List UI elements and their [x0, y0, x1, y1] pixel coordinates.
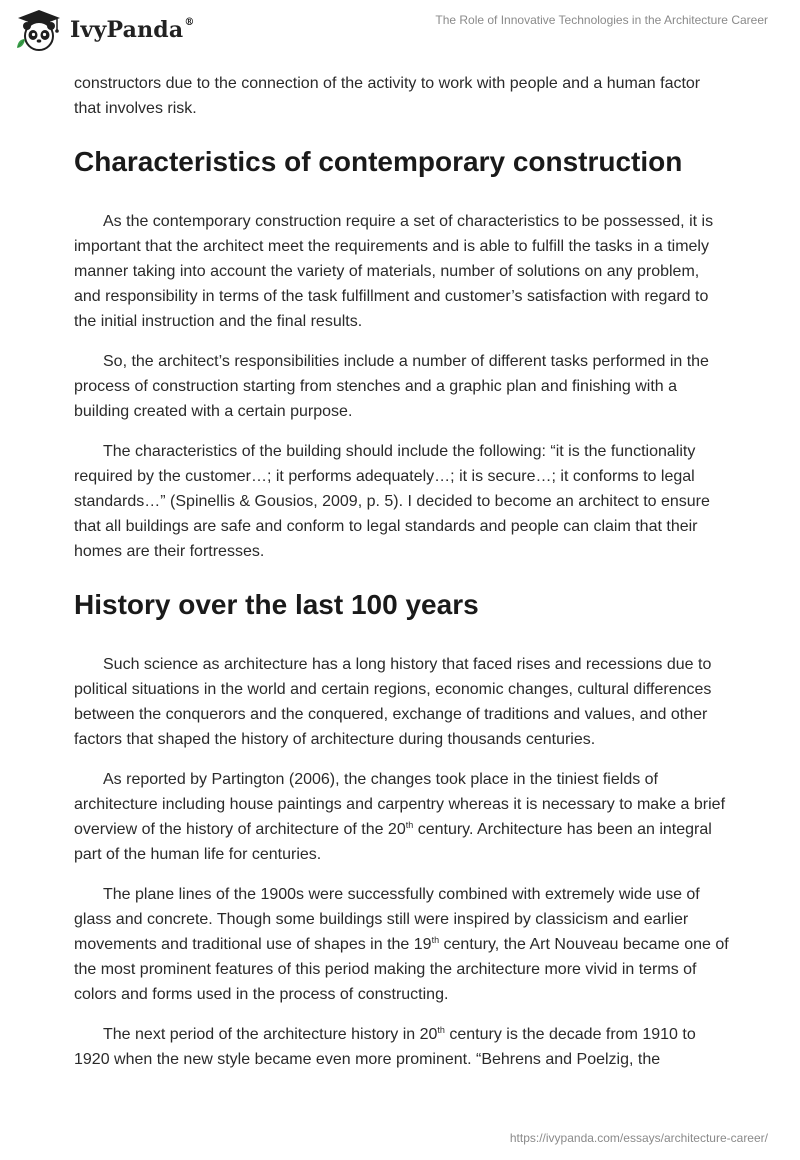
- superscript: th: [431, 935, 440, 945]
- superscript: th: [405, 820, 414, 830]
- paragraph: As the contemporary construction require a set of characteristics to be possessed, it is important that the architect meet the requirements and is able to fulfill the tasks in a timely manner taking into account the variety of materials, number of solutions on any problem, and responsibility in terms of the task fulfillment and customer’s satisfaction with regard to the initial instruction and the final results.: [74, 213, 714, 330]
- page-header: [0, 0, 800, 64]
- panda-mascot-icon: [14, 8, 64, 52]
- paragraph: The next period of the architecture history in 20th century is the decade from 1910 to 1920 when the new style became even more prominent. “Behrens and Poelzig, the: [74, 1025, 696, 1068]
- ivypanda-logo[interactable]: [14, 8, 195, 52]
- paragraph: So, the architect’s responsibilities include a number of different tasks performed in the process of construction starting from stenches and a graphic plan and finishing with a building created with a certain purpose.: [74, 353, 709, 420]
- document-title: The Role of Innovative Technologies in the Architecture Career: [435, 13, 768, 27]
- paragraph: constructors due to the connection of the activity to work with people and a human factor that involves risk.: [74, 75, 701, 117]
- paragraph: Such science as architecture has a long history that faced rises and recessions due to political situations in the world and certain regions, economic changes, cultural differences between the conquerors and the conquered, exchange of traditions and values, and other factors that shaped the history of architecture during thousands centuries.: [74, 656, 712, 748]
- essay-body: [74, 71, 730, 1087]
- registered-mark: ®: [184, 17, 195, 28]
- paragraph: As reported by Partington (2006), the changes took place in the tiniest fields of architecture including house paintings and carpentry whereas it is necessary to make a brief overview of the history of architecture of the 20th century. Architecture has been an integral part of the human life for centuries.: [74, 771, 726, 863]
- paragraph: The characteristics of the building should include the following: “it is the functionality required by the customer…; it performs adequately…; it is secure…; it conforms to legal standards…” (Spinellis & Gousios, 2009, p. 5). I decided to become an architect to ensure that all buildings are safe and conform to legal standards and people can claim that their homes are their fortresses.: [74, 443, 710, 560]
- brand-name: IvyPanda®: [70, 17, 195, 43]
- paragraph: The plane lines of the 1900s were successfully combined with extremely wide use of glass and concrete. Though some buildings still were inspired by classicism and earlier movements and traditional use of shapes in the 19th century, the Art Nouveau became one of the most prominent features of this period making the architecture more vivid in terms of colors and forms used in the process of constructing.: [74, 886, 729, 1003]
- section-heading: Characteristics of contemporary construction: [74, 146, 683, 177]
- source-url[interactable]: https://ivypanda.com/essays/architecture-career/: [509, 1131, 768, 1145]
- superscript: th: [437, 1025, 445, 1035]
- section-heading: History over the last 100 years: [74, 589, 479, 620]
